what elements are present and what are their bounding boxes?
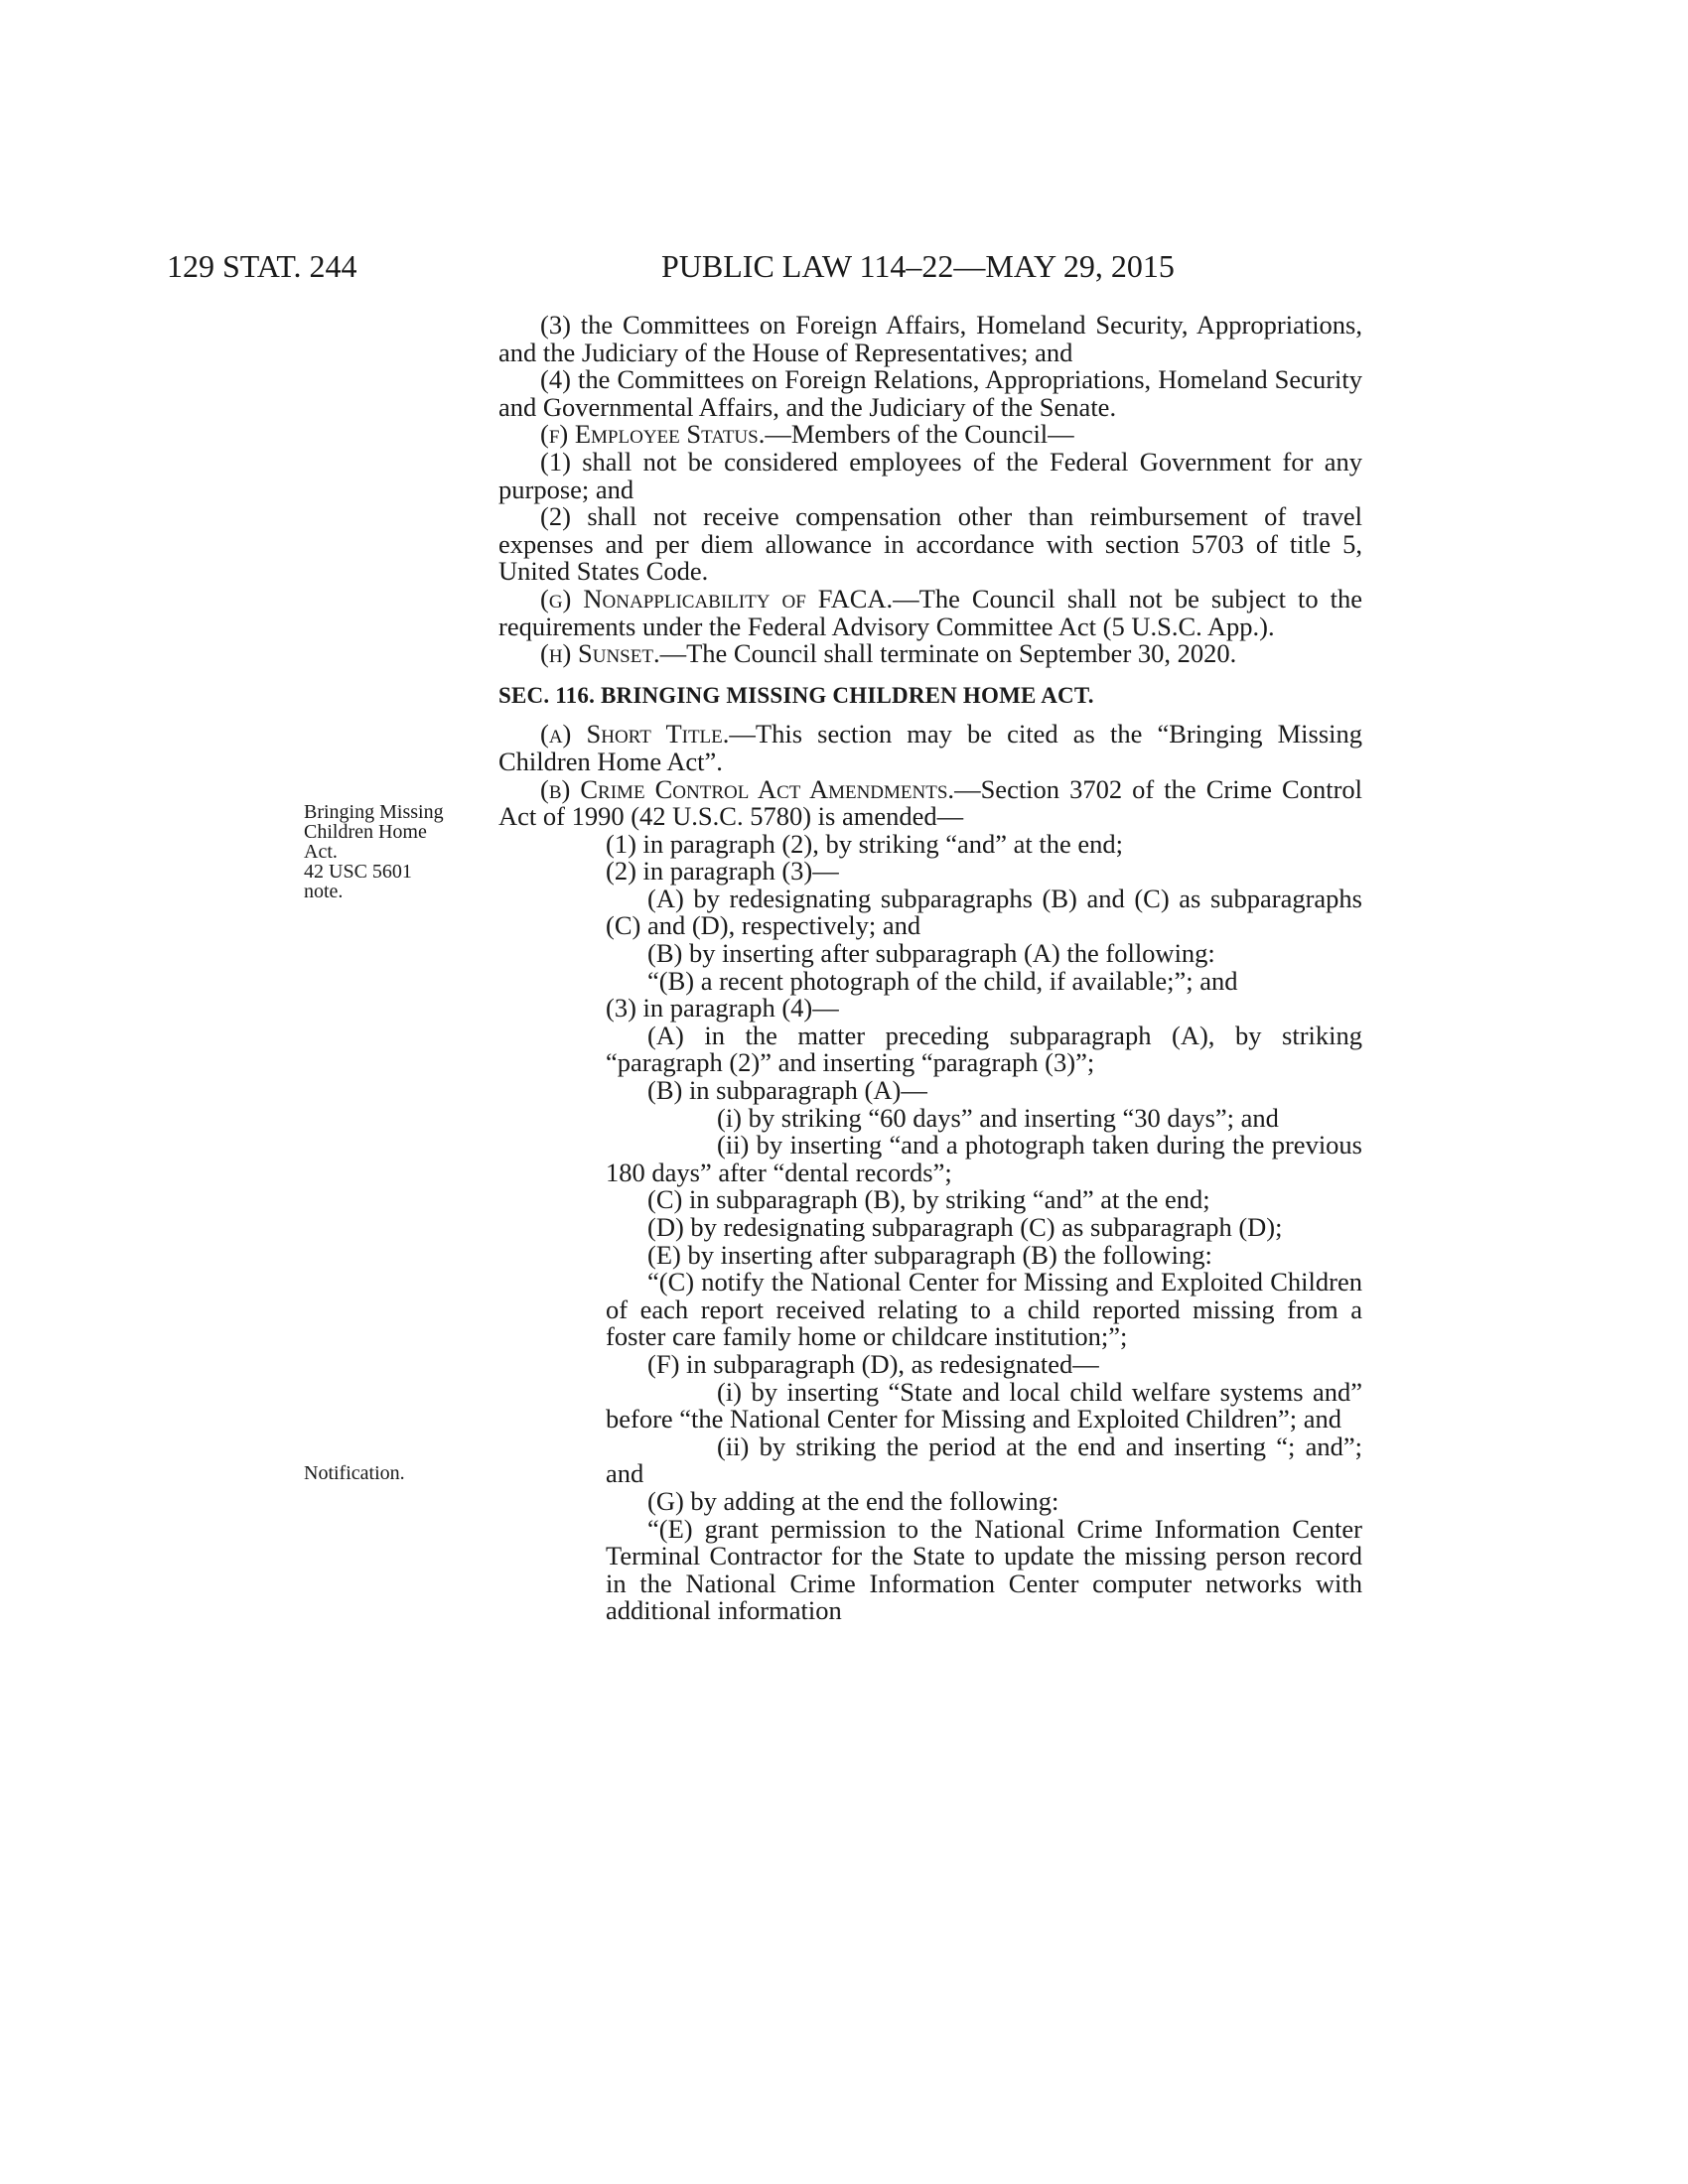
paragraph: (2) in paragraph (3)— [606,856,839,887]
subsection-heading: (f) Employee Status. [540,419,766,450]
margin-note-line: Bringing Missing [304,801,444,823]
subsection-text: —Section 3702 of the Crime Control Act of 1990 (42 U.S.C. 5780) is amended— [498,773,1363,832]
paragraph: (1) shall not be considered employees of the Federal Government for any purpose; and [498,446,1362,504]
subsection-text: —This section may be cited as the “Bringing Missing Children Home Act”. [498,719,1362,776]
margin-note-line: Children Home [304,821,427,843]
quoted-text: “(C) notify the National Center for Missing and Exploited Children of each report received relating to a child reported missing from a foster care family home or childcare institution;”; [606,1267,1362,1352]
running-header: PUBLIC LAW 114–22—MAY 29, 2015 [661,248,1175,284]
margin-note-sec116 [304,802,483,901]
subparagraph: (F) in subparagraph (D), as redesignated— [647,1348,1099,1379]
subparagraph: (E) by inserting after subparagraph (B) the following: [647,1239,1212,1270]
subparagraph: (D) by redesignating subparagraph (C) as subparagraph (D); [647,1212,1283,1242]
paragraph: (2) shall not receive compensation other than reimbursement of travel expenses and per diem allowance in accordance with section 5703 of title 5, United States Code. [498,501,1362,587]
quoted-text: “(E) grant permission to the National Crime Information Center Terminal Contractor for the State to update the missing person record in the National Crime Information Center computer networks with additional information [606,1513,1362,1626]
paragraph: (3) in paragraph (4)— [606,993,839,1024]
subsection-heading: (a) Short Title. [540,719,730,750]
subsection-g [498,583,1362,641]
subparagraph: (B) in subparagraph (A)— [647,1075,927,1106]
subsection-a [498,721,1362,775]
statute-page-number: 129 STAT. 244 [167,248,357,284]
clause: (ii) by striking the period at the end and inserting “; and”; and [606,1431,1362,1489]
subsection-b [498,773,1363,832]
subsection-h [498,640,1362,668]
clause: (i) by inserting “State and local child welfare systems and” before “the National Center for Missing and Exploited Children”; and [606,1376,1362,1434]
subsection-heading: (b) Crime Control Act Amendments. [540,773,955,804]
subparagraph: (B) by inserting after subparagraph (A) the following: [647,938,1215,969]
subsection-heading: (g) Nonapplicability of FACA. [540,583,894,614]
paragraph: (1) in paragraph (2), by striking “and” at the end; [606,828,1123,859]
subparagraph: (A) by redesignating subparagraphs (B) and (C) as subparagraphs (C) and (D), respectively; and [606,883,1362,941]
subsection-text: —The Council shall terminate on September 30, 2020. [659,638,1237,669]
margin-note-notification: Notification. [304,1462,405,1484]
margin-note-line: Act. [304,841,338,863]
quoted-text: “(B) a recent photograph of the child, if available;”; and [647,965,1238,996]
subsection-f [498,421,1362,449]
paragraph: (4) the Committees on Foreign Relations, Appropriations, Homeland Security and Governmental Affairs, and the Judiciary of the Senate. [498,364,1362,422]
subparagraph: (G) by adding at the end the following: [647,1485,1059,1516]
margin-note-line: note. [304,881,344,902]
subparagraph: (A) in the matter preceding subparagraph (A), by striking “paragraph (2)” and inserting “paragraph (3)”; [606,1020,1362,1078]
paragraph: (3) the Committees on Foreign Affairs, Homeland Security, Appropriations, and the Judiciary of the House of Representatives; and [498,310,1362,367]
subparagraph: (C) in subparagraph (B), by striking “and” at the end; [647,1184,1210,1215]
subsection-text: —Members of the Council— [765,419,1074,450]
subsection-text: —The Council shall not be subject to the requirements under the Federal Advisory Committee Act (5 U.S.C. App.). [498,583,1362,641]
clause: (i) by striking “60 days” and inserting “30 days”; and [717,1102,1279,1133]
statute-body [498,312,1362,1625]
subsection-heading: (h) Sunset. [540,638,660,669]
margin-note-line: 42 USC 5601 [304,861,412,883]
section-heading: SEC. 116. BRINGING MISSING CHILDREN HOME ACT. [498,682,1094,708]
clause: (ii) by inserting “and a photograph taken during the previous 180 days” after “dental records”; [606,1130,1362,1187]
